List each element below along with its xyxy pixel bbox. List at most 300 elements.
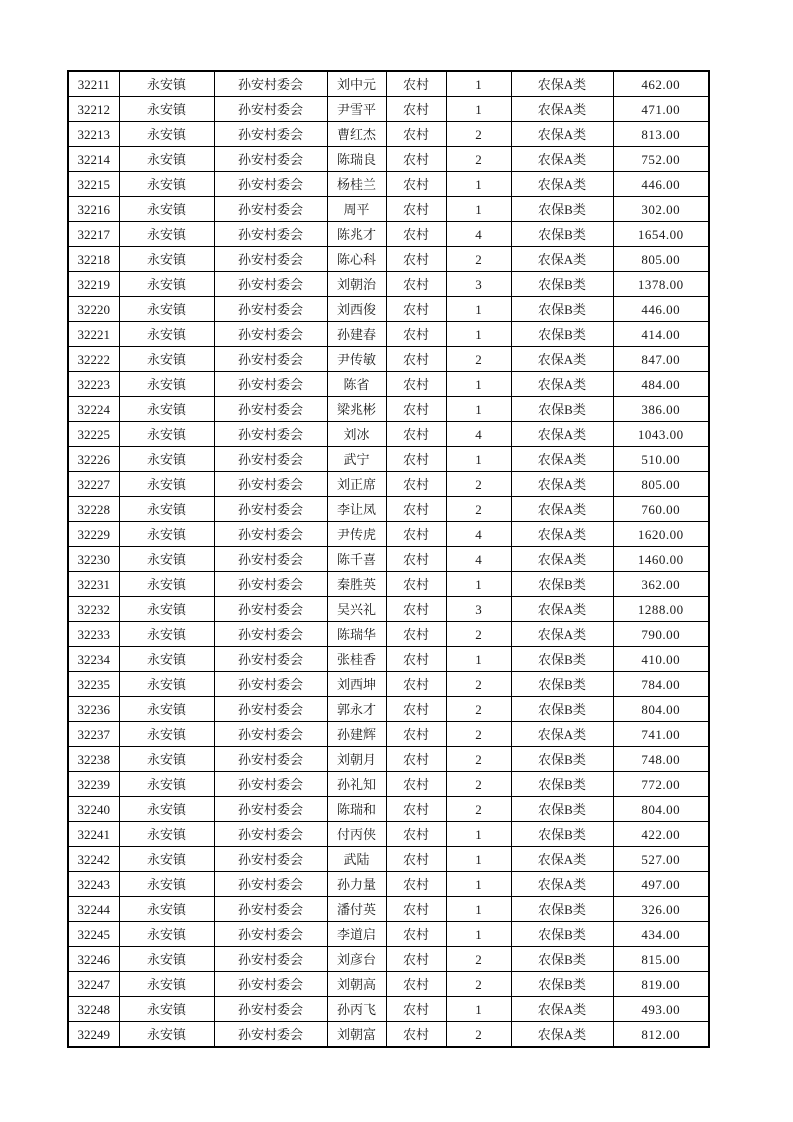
cell-person-count: 4: [446, 222, 511, 247]
cell-name: 陈心科: [327, 247, 386, 272]
cell-record-id: 32230: [68, 547, 119, 572]
table-row: [68, 647, 709, 672]
cell-insurance-category: 农保A类: [511, 71, 613, 97]
cell-amount: 741.00: [613, 722, 709, 747]
cell-name: 刘中元: [327, 71, 386, 97]
cell-name: 杨桂兰: [327, 172, 386, 197]
cell-amount: 422.00: [613, 822, 709, 847]
cell-name: 刘冰: [327, 422, 386, 447]
cell-village-committee: 孙安村委会: [214, 447, 327, 472]
cell-person-count: 1: [446, 322, 511, 347]
table-row: [68, 897, 709, 922]
cell-insurance-category: 农保B类: [511, 947, 613, 972]
cell-name: 尹雪平: [327, 97, 386, 122]
cell-town: 永安镇: [119, 772, 214, 797]
table-row: [68, 197, 709, 222]
cell-residence-type: 农村: [386, 297, 446, 322]
cell-name: 刘彦台: [327, 947, 386, 972]
cell-name: 刘朝治: [327, 272, 386, 297]
cell-name: 周平: [327, 197, 386, 222]
cell-record-id: 32246: [68, 947, 119, 972]
cell-insurance-category: 农保B类: [511, 222, 613, 247]
cell-person-count: 2: [446, 747, 511, 772]
cell-town: 永安镇: [119, 147, 214, 172]
table-body: [68, 71, 709, 1047]
cell-record-id: 32214: [68, 147, 119, 172]
table-row: [68, 922, 709, 947]
cell-person-count: 1: [446, 822, 511, 847]
cell-town: 永安镇: [119, 947, 214, 972]
cell-person-count: 2: [446, 247, 511, 272]
cell-record-id: 32227: [68, 472, 119, 497]
cell-person-count: 1: [446, 172, 511, 197]
cell-insurance-category: 农保A类: [511, 847, 613, 872]
cell-village-committee: 孙安村委会: [214, 522, 327, 547]
cell-amount: 497.00: [613, 872, 709, 897]
cell-name: 秦胜英: [327, 572, 386, 597]
cell-insurance-category: 农保A类: [511, 122, 613, 147]
cell-residence-type: 农村: [386, 722, 446, 747]
cell-residence-type: 农村: [386, 272, 446, 297]
cell-town: 永安镇: [119, 97, 214, 122]
cell-village-committee: 孙安村委会: [214, 972, 327, 997]
cell-name: 武陆: [327, 847, 386, 872]
cell-record-id: 32233: [68, 622, 119, 647]
cell-town: 永安镇: [119, 972, 214, 997]
cell-amount: 386.00: [613, 397, 709, 422]
cell-residence-type: 农村: [386, 872, 446, 897]
cell-name: 刘西俊: [327, 297, 386, 322]
table-row: [68, 297, 709, 322]
cell-village-committee: 孙安村委会: [214, 697, 327, 722]
cell-amount: 471.00: [613, 97, 709, 122]
cell-amount: 510.00: [613, 447, 709, 472]
cell-name: 孙建春: [327, 322, 386, 347]
cell-person-count: 2: [446, 772, 511, 797]
cell-residence-type: 农村: [386, 897, 446, 922]
cell-village-committee: 孙安村委会: [214, 297, 327, 322]
cell-residence-type: 农村: [386, 197, 446, 222]
table-row: [68, 672, 709, 697]
table-row: [68, 522, 709, 547]
cell-insurance-category: 农保A类: [511, 1022, 613, 1048]
cell-insurance-category: 农保A类: [511, 622, 613, 647]
table-row: [68, 97, 709, 122]
cell-person-count: 2: [446, 147, 511, 172]
cell-village-committee: 孙安村委会: [214, 997, 327, 1022]
cell-residence-type: 农村: [386, 647, 446, 672]
cell-amount: 804.00: [613, 697, 709, 722]
cell-residence-type: 农村: [386, 1022, 446, 1048]
cell-town: 永安镇: [119, 997, 214, 1022]
cell-insurance-category: 农保A类: [511, 722, 613, 747]
cell-residence-type: 农村: [386, 597, 446, 622]
cell-name: 张桂香: [327, 647, 386, 672]
cell-residence-type: 农村: [386, 572, 446, 597]
cell-village-committee: 孙安村委会: [214, 772, 327, 797]
cell-village-committee: 孙安村委会: [214, 847, 327, 872]
cell-village-committee: 孙安村委会: [214, 922, 327, 947]
cell-village-committee: 孙安村委会: [214, 597, 327, 622]
cell-amount: 446.00: [613, 172, 709, 197]
cell-amount: 410.00: [613, 647, 709, 672]
cell-village-committee: 孙安村委会: [214, 322, 327, 347]
cell-person-count: 2: [446, 672, 511, 697]
table-row: [68, 947, 709, 972]
cell-residence-type: 农村: [386, 147, 446, 172]
cell-village-committee: 孙安村委会: [214, 497, 327, 522]
cell-record-id: 32212: [68, 97, 119, 122]
table-row: [68, 847, 709, 872]
cell-person-count: 4: [446, 422, 511, 447]
cell-name: 孙丙飞: [327, 997, 386, 1022]
cell-record-id: 32237: [68, 722, 119, 747]
cell-town: 永安镇: [119, 547, 214, 572]
table-row: [68, 797, 709, 822]
cell-name: 孙礼知: [327, 772, 386, 797]
cell-record-id: 32228: [68, 497, 119, 522]
cell-person-count: 1: [446, 97, 511, 122]
table-row: [68, 122, 709, 147]
table-row: [68, 622, 709, 647]
cell-town: 永安镇: [119, 872, 214, 897]
cell-village-committee: 孙安村委会: [214, 122, 327, 147]
cell-residence-type: 农村: [386, 97, 446, 122]
cell-village-committee: 孙安村委会: [214, 147, 327, 172]
cell-town: 永安镇: [119, 322, 214, 347]
cell-village-committee: 孙安村委会: [214, 747, 327, 772]
cell-village-committee: 孙安村委会: [214, 622, 327, 647]
cell-town: 永安镇: [119, 1022, 214, 1048]
cell-record-id: 32241: [68, 822, 119, 847]
cell-village-committee: 孙安村委会: [214, 672, 327, 697]
cell-person-count: 1: [446, 922, 511, 947]
cell-village-committee: 孙安村委会: [214, 797, 327, 822]
cell-amount: 804.00: [613, 797, 709, 822]
cell-town: 永安镇: [119, 847, 214, 872]
cell-village-committee: 孙安村委会: [214, 97, 327, 122]
cell-name: 刘朝富: [327, 1022, 386, 1048]
cell-town: 永安镇: [119, 922, 214, 947]
cell-person-count: 1: [446, 447, 511, 472]
cell-insurance-category: 农保A类: [511, 472, 613, 497]
cell-insurance-category: 农保B类: [511, 822, 613, 847]
cell-person-count: 1: [446, 71, 511, 97]
cell-record-id: 32216: [68, 197, 119, 222]
cell-amount: 527.00: [613, 847, 709, 872]
cell-village-committee: 孙安村委会: [214, 347, 327, 372]
cell-amount: 847.00: [613, 347, 709, 372]
table-row: [68, 172, 709, 197]
cell-amount: 302.00: [613, 197, 709, 222]
cell-record-id: 32238: [68, 747, 119, 772]
cell-amount: 446.00: [613, 297, 709, 322]
cell-record-id: 32222: [68, 347, 119, 372]
cell-village-committee: 孙安村委会: [214, 647, 327, 672]
cell-residence-type: 农村: [386, 697, 446, 722]
cell-amount: 1288.00: [613, 597, 709, 622]
cell-record-id: 32234: [68, 647, 119, 672]
cell-village-committee: 孙安村委会: [214, 172, 327, 197]
cell-residence-type: 农村: [386, 822, 446, 847]
table-row: [68, 722, 709, 747]
cell-amount: 362.00: [613, 572, 709, 597]
table-row: [68, 822, 709, 847]
cell-insurance-category: 农保A类: [511, 597, 613, 622]
table-row: [68, 372, 709, 397]
cell-town: 永安镇: [119, 622, 214, 647]
cell-town: 永安镇: [119, 797, 214, 822]
cell-town: 永安镇: [119, 522, 214, 547]
cell-amount: 1654.00: [613, 222, 709, 247]
cell-town: 永安镇: [119, 122, 214, 147]
table-row: [68, 597, 709, 622]
table-row: [68, 422, 709, 447]
cell-name: 孙建辉: [327, 722, 386, 747]
cell-insurance-category: 农保B类: [511, 972, 613, 997]
cell-amount: 748.00: [613, 747, 709, 772]
cell-residence-type: 农村: [386, 372, 446, 397]
cell-residence-type: 农村: [386, 71, 446, 97]
cell-insurance-category: 农保A类: [511, 547, 613, 572]
cell-person-count: 1: [446, 397, 511, 422]
cell-village-committee: 孙安村委会: [214, 272, 327, 297]
cell-town: 永安镇: [119, 647, 214, 672]
table-row: [68, 71, 709, 97]
table-row: [68, 747, 709, 772]
cell-village-committee: 孙安村委会: [214, 572, 327, 597]
cell-name: 陈省: [327, 372, 386, 397]
cell-residence-type: 农村: [386, 922, 446, 947]
cell-record-id: 32215: [68, 172, 119, 197]
cell-village-committee: 孙安村委会: [214, 472, 327, 497]
cell-amount: 1460.00: [613, 547, 709, 572]
cell-village-committee: 孙安村委会: [214, 872, 327, 897]
cell-insurance-category: 农保B类: [511, 572, 613, 597]
table-row: [68, 347, 709, 372]
cell-residence-type: 农村: [386, 497, 446, 522]
cell-person-count: 2: [446, 122, 511, 147]
table-row: [68, 872, 709, 897]
cell-insurance-category: 农保A类: [511, 447, 613, 472]
cell-residence-type: 农村: [386, 397, 446, 422]
cell-record-id: 32236: [68, 697, 119, 722]
cell-name: 陈瑞和: [327, 797, 386, 822]
cell-record-id: 32242: [68, 847, 119, 872]
cell-village-committee: 孙安村委会: [214, 197, 327, 222]
cell-name: 武宁: [327, 447, 386, 472]
cell-name: 陈千喜: [327, 547, 386, 572]
cell-town: 永安镇: [119, 747, 214, 772]
cell-residence-type: 农村: [386, 797, 446, 822]
cell-record-id: 32220: [68, 297, 119, 322]
cell-village-committee: 孙安村委会: [214, 722, 327, 747]
cell-town: 永安镇: [119, 247, 214, 272]
cell-amount: 760.00: [613, 497, 709, 522]
cell-person-count: 1: [446, 572, 511, 597]
cell-residence-type: 农村: [386, 972, 446, 997]
table-row: [68, 147, 709, 172]
cell-name: 尹传虎: [327, 522, 386, 547]
cell-record-id: 32239: [68, 772, 119, 797]
cell-name: 刘正席: [327, 472, 386, 497]
cell-person-count: 2: [446, 972, 511, 997]
cell-name: 曹红杰: [327, 122, 386, 147]
cell-insurance-category: 农保B类: [511, 747, 613, 772]
cell-person-count: 2: [446, 1022, 511, 1048]
cell-person-count: 2: [446, 947, 511, 972]
cell-amount: 1620.00: [613, 522, 709, 547]
table-row: [68, 972, 709, 997]
cell-name: 潘付英: [327, 897, 386, 922]
cell-town: 永安镇: [119, 71, 214, 97]
cell-residence-type: 农村: [386, 422, 446, 447]
table-row: [68, 697, 709, 722]
cell-insurance-category: 农保A类: [511, 347, 613, 372]
cell-amount: 462.00: [613, 71, 709, 97]
cell-insurance-category: 农保A类: [511, 247, 613, 272]
cell-person-count: 1: [446, 872, 511, 897]
cell-residence-type: 农村: [386, 947, 446, 972]
cell-insurance-category: 农保B类: [511, 297, 613, 322]
cell-town: 永安镇: [119, 422, 214, 447]
cell-name: 梁兆彬: [327, 397, 386, 422]
cell-person-count: 2: [446, 697, 511, 722]
cell-record-id: 32225: [68, 422, 119, 447]
cell-residence-type: 农村: [386, 122, 446, 147]
cell-residence-type: 农村: [386, 747, 446, 772]
cell-name: 刘朝高: [327, 972, 386, 997]
cell-town: 永安镇: [119, 497, 214, 522]
cell-person-count: 2: [446, 497, 511, 522]
cell-record-id: 32248: [68, 997, 119, 1022]
cell-town: 永安镇: [119, 822, 214, 847]
cell-name: 付丙侠: [327, 822, 386, 847]
cell-name: 吴兴礼: [327, 597, 386, 622]
cell-amount: 805.00: [613, 472, 709, 497]
cell-village-committee: 孙安村委会: [214, 822, 327, 847]
cell-person-count: 2: [446, 347, 511, 372]
cell-record-id: 32219: [68, 272, 119, 297]
cell-name: 李让凤: [327, 497, 386, 522]
cell-town: 永安镇: [119, 572, 214, 597]
table-row: [68, 547, 709, 572]
cell-residence-type: 农村: [386, 997, 446, 1022]
table-row: [68, 472, 709, 497]
cell-record-id: 32217: [68, 222, 119, 247]
cell-record-id: 32243: [68, 872, 119, 897]
cell-name: 陈瑞华: [327, 622, 386, 647]
cell-amount: 326.00: [613, 897, 709, 922]
cell-insurance-category: 农保A类: [511, 422, 613, 447]
cell-amount: 815.00: [613, 947, 709, 972]
cell-village-committee: 孙安村委会: [214, 947, 327, 972]
cell-person-count: 2: [446, 472, 511, 497]
cell-village-committee: 孙安村委会: [214, 897, 327, 922]
cell-record-id: 32224: [68, 397, 119, 422]
cell-residence-type: 农村: [386, 347, 446, 372]
cell-name: 郭永才: [327, 697, 386, 722]
cell-person-count: 1: [446, 897, 511, 922]
cell-insurance-category: 农保B类: [511, 197, 613, 222]
cell-village-committee: 孙安村委会: [214, 397, 327, 422]
cell-name: 尹传敏: [327, 347, 386, 372]
cell-name: 孙力量: [327, 872, 386, 897]
cell-town: 永安镇: [119, 297, 214, 322]
cell-town: 永安镇: [119, 447, 214, 472]
cell-person-count: 2: [446, 622, 511, 647]
cell-amount: 484.00: [613, 372, 709, 397]
cell-town: 永安镇: [119, 597, 214, 622]
table-row: [68, 247, 709, 272]
cell-insurance-category: 农保B类: [511, 672, 613, 697]
cell-insurance-category: 农保B类: [511, 322, 613, 347]
cell-town: 永安镇: [119, 722, 214, 747]
cell-person-count: 1: [446, 997, 511, 1022]
cell-town: 永安镇: [119, 372, 214, 397]
cell-person-count: 1: [446, 197, 511, 222]
cell-insurance-category: 农保A类: [511, 522, 613, 547]
cell-insurance-category: 农保A类: [511, 997, 613, 1022]
cell-name: 刘西坤: [327, 672, 386, 697]
cell-insurance-category: 农保A类: [511, 172, 613, 197]
cell-amount: 414.00: [613, 322, 709, 347]
cell-town: 永安镇: [119, 397, 214, 422]
cell-residence-type: 农村: [386, 772, 446, 797]
table-row: [68, 397, 709, 422]
cell-record-id: 32226: [68, 447, 119, 472]
cell-village-committee: 孙安村委会: [214, 372, 327, 397]
cell-residence-type: 农村: [386, 522, 446, 547]
cell-record-id: 32247: [68, 972, 119, 997]
cell-record-id: 32211: [68, 71, 119, 97]
table-row: [68, 572, 709, 597]
cell-amount: 784.00: [613, 672, 709, 697]
cell-person-count: 1: [446, 372, 511, 397]
cell-person-count: 4: [446, 547, 511, 572]
cell-village-committee: 孙安村委会: [214, 422, 327, 447]
cell-town: 永安镇: [119, 697, 214, 722]
cell-residence-type: 农村: [386, 322, 446, 347]
cell-town: 永安镇: [119, 347, 214, 372]
cell-residence-type: 农村: [386, 622, 446, 647]
cell-town: 永安镇: [119, 897, 214, 922]
cell-amount: 493.00: [613, 997, 709, 1022]
cell-amount: 819.00: [613, 972, 709, 997]
cell-name: 陈瑞良: [327, 147, 386, 172]
cell-insurance-category: 农保B类: [511, 797, 613, 822]
cell-person-count: 2: [446, 722, 511, 747]
cell-record-id: 32221: [68, 322, 119, 347]
cell-record-id: 32232: [68, 597, 119, 622]
cell-insurance-category: 农保A类: [511, 97, 613, 122]
cell-residence-type: 农村: [386, 547, 446, 572]
cell-amount: 752.00: [613, 147, 709, 172]
cell-amount: 805.00: [613, 247, 709, 272]
cell-town: 永安镇: [119, 222, 214, 247]
cell-person-count: 4: [446, 522, 511, 547]
cell-record-id: 32223: [68, 372, 119, 397]
cell-record-id: 32218: [68, 247, 119, 272]
cell-insurance-category: 农保A类: [511, 872, 613, 897]
table-row: [68, 322, 709, 347]
cell-insurance-category: 农保B类: [511, 772, 613, 797]
cell-insurance-category: 农保A类: [511, 497, 613, 522]
cell-record-id: 32245: [68, 922, 119, 947]
cell-residence-type: 农村: [386, 222, 446, 247]
cell-insurance-category: 农保B类: [511, 647, 613, 672]
cell-name: 陈兆才: [327, 222, 386, 247]
